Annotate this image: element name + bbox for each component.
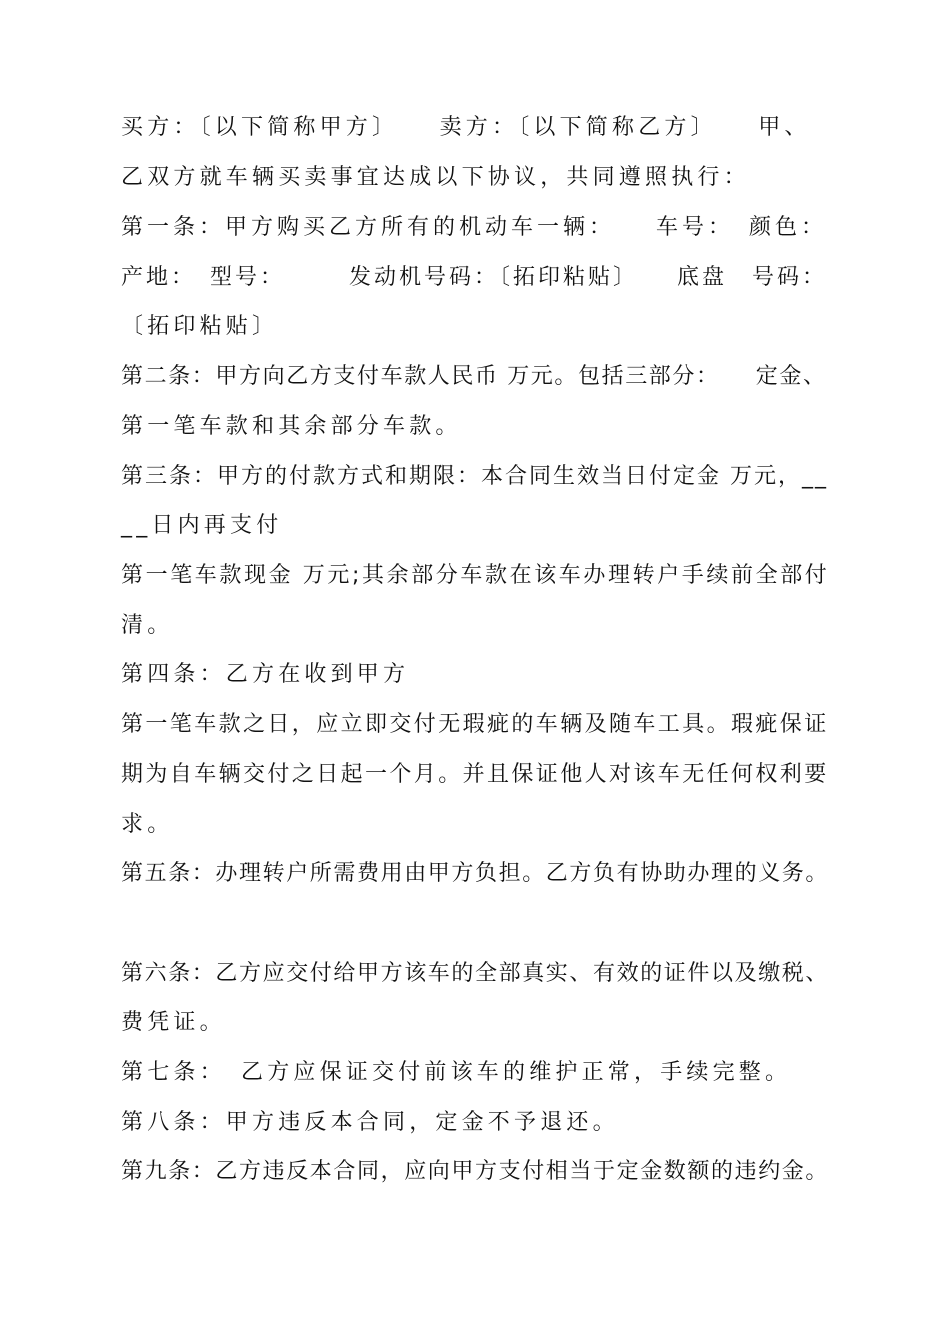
contract-line: 第五条：办理转户所需费用由甲方负担。乙方负有协助办理的义务。 [121, 861, 830, 886]
contract-line: 第一笔车款现金 万元;其余部分车款在该车办理转户手续前全部付 [121, 563, 830, 588]
contract-line: 第四条：乙方在收到甲方 [121, 662, 410, 687]
contract-line: 第六条：乙方应交付给甲方该车的全部真实、有效的证件以及缴税、 [121, 961, 830, 986]
contract-line: 第八条：甲方违反本合同，定金不予退还。 [121, 1110, 619, 1135]
contract-line: 〔拓印粘贴〕 [121, 314, 279, 339]
contract-line: 期为自车辆交付之日起一个月。并且保证他人对该车无任何权利要 [121, 762, 829, 787]
contract-line: 求。 [121, 812, 174, 837]
contract-line: 第一笔车款之日，应立即交付无瑕疵的车辆及随车工具。瑕疵保证 [121, 712, 829, 737]
contract-line: 第一笔车款和其余部分车款。 [121, 414, 462, 439]
contract-line: 产地： 型号： 发动机号码：〔拓印粘贴〕 底盘 号码： [121, 265, 828, 290]
contract-line: __日内再支付 [121, 513, 283, 538]
contract-line: 费凭证。 [121, 1010, 226, 1035]
contract-line: 第二条：甲方向乙方支付车款人民币 万元。包括三部分： 定金、 [121, 364, 827, 389]
contract-line: 第七条： 乙方应保证交付前该车的维护正常，手续完整。 [121, 1060, 792, 1085]
contract-line: 第一条：甲方购买乙方所有的机动车一辆： 车号： 颜色： [121, 215, 828, 240]
contract-line: 第九条：乙方违反本合同，应向甲方支付相当于定金数额的违约金。 [121, 1159, 830, 1184]
contract-line: 买方：〔以下简称甲方〕 卖方：〔以下简称乙方〕 甲、 [121, 115, 811, 140]
contract-line: 清。 [121, 613, 174, 638]
contract-line: 第三条：甲方的付款方式和期限：本合同生效当日付定金 万元，__ [121, 464, 828, 489]
contract-line: 乙双方就车辆买卖事宜达成以下协议，共同遵照执行： [121, 165, 750, 190]
